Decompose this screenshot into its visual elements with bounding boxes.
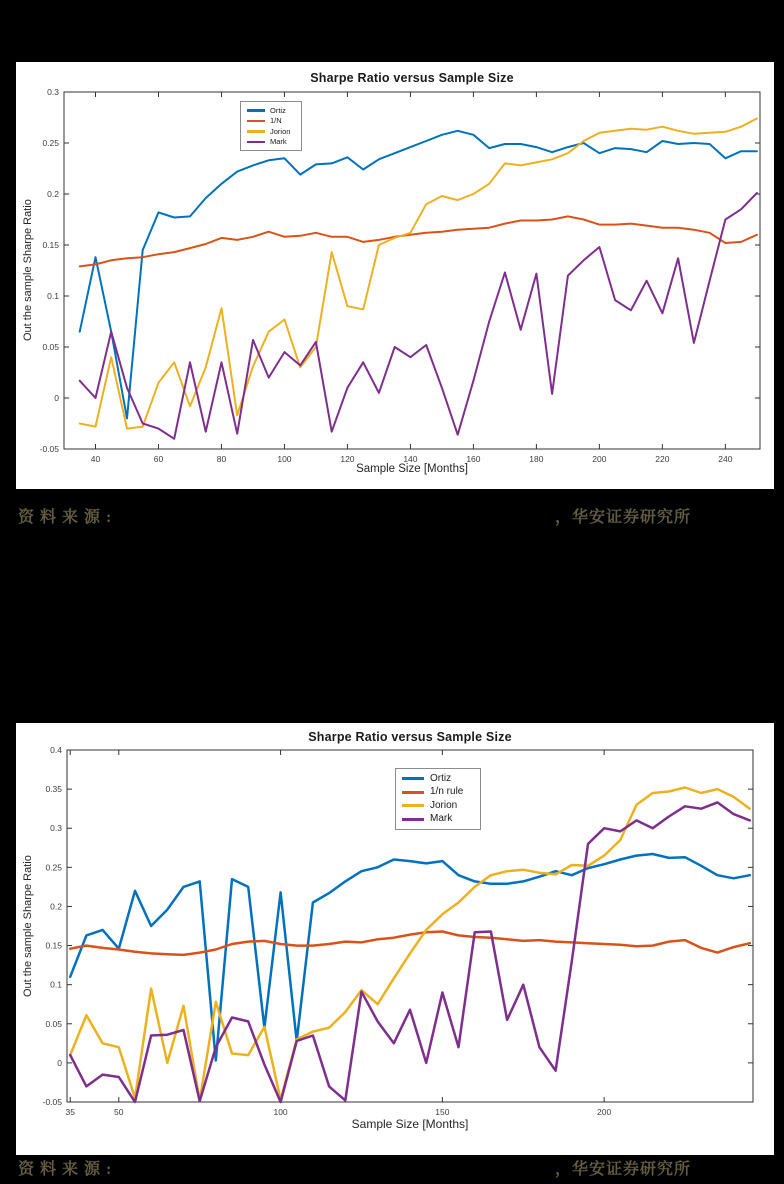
- legend-item-1-n-rule: [402, 786, 473, 800]
- y-tick-label: 0.4: [50, 745, 62, 755]
- series-line-ortiz: [80, 131, 757, 419]
- chart-title: Sharpe Ratio versus Sample Size: [308, 730, 512, 744]
- x-tick-label: 160: [466, 454, 481, 464]
- legend-line-swatch: [402, 818, 424, 821]
- legend-item-jorion: [402, 799, 473, 813]
- y-axis-label: Out the sample Sharpe Ratio: [22, 855, 34, 997]
- x-tick-label: 100: [277, 454, 292, 464]
- top-chart-plot: [16, 62, 774, 489]
- y-tick-label: -0.05: [42, 1097, 62, 1107]
- series-line-jorion: [80, 116, 757, 429]
- source-caption: [0, 1156, 784, 1182]
- series-line-mark: [80, 193, 757, 439]
- x-tick-label: 40: [90, 454, 101, 464]
- source-caption: [0, 504, 784, 530]
- source-caption-prefix: 资料来源:: [18, 509, 118, 526]
- y-tick-label: 0.3: [50, 823, 62, 834]
- y-tick-label: 0: [54, 393, 59, 403]
- x-tick-label: 120: [340, 454, 355, 464]
- legend-line-swatch: [247, 130, 265, 133]
- legend-label: Mark: [270, 137, 287, 146]
- y-tick-label: 0.25: [42, 138, 59, 148]
- series-line-1-n: [80, 216, 757, 266]
- legend-label: 1/N: [270, 116, 282, 125]
- series-line-jorion: [70, 788, 750, 1101]
- x-tick-label: 200: [597, 1107, 612, 1117]
- series-line-ortiz: [70, 854, 750, 1061]
- legend-line-swatch: [247, 109, 265, 112]
- y-tick-label: 0.35: [45, 784, 62, 795]
- legend-line-swatch: [402, 791, 424, 794]
- x-tick-label: 240: [718, 454, 733, 464]
- source-caption-suffix: ，华安证券研究所: [555, 509, 692, 526]
- legend-item-mark: [247, 137, 294, 148]
- x-tick-label: 60: [153, 454, 164, 464]
- x-axis-label: Sample Size [Months]: [351, 1117, 469, 1131]
- source-caption-suffix: ，华安证券研究所: [555, 1161, 692, 1178]
- y-tick-label: 0: [57, 1057, 62, 1068]
- x-tick-label: 80: [216, 454, 227, 464]
- legend-line-swatch: [247, 120, 265, 123]
- legend-label: Jorion: [270, 126, 291, 136]
- legend-item-ortiz: [247, 105, 294, 116]
- x-tick-label: 35: [65, 1107, 75, 1117]
- legend-item-mark: [402, 813, 473, 827]
- bottom-chart-panel: [16, 723, 774, 1155]
- legend-item-ortiz: [402, 772, 473, 786]
- y-tick-label: 0.2: [47, 189, 59, 199]
- x-axis-label: Sample Size [Months]: [356, 463, 468, 475]
- x-tick-label: 50: [114, 1107, 124, 1117]
- x-tick-label: 200: [592, 454, 607, 464]
- legend-label: 1/n rule: [430, 786, 464, 798]
- legend-label: Mark: [430, 813, 453, 825]
- y-tick-label: -0.05: [39, 444, 59, 454]
- legend-label: Jorion: [430, 799, 458, 811]
- chart-title: Sharpe Ratio versus Sample Size: [310, 71, 514, 85]
- legend-label: Ortiz: [430, 772, 452, 784]
- legend-item-1-n: [247, 116, 294, 127]
- legend-line-swatch: [402, 804, 424, 807]
- y-tick-label: 0.2: [50, 901, 62, 912]
- y-axis-label: Out the sample Sharpe Ratio: [22, 199, 34, 342]
- y-tick-label: 0.25: [45, 862, 62, 873]
- bottom-chart-legend: [395, 768, 481, 830]
- y-tick-label: 0.15: [45, 940, 62, 951]
- y-tick-label: 0.05: [42, 342, 59, 352]
- top-chart-panel: [16, 62, 774, 489]
- top-chart-legend: [240, 101, 302, 151]
- legend-line-swatch: [402, 777, 424, 780]
- legend-label: Ortiz: [270, 105, 286, 115]
- y-tick-label: 0.1: [47, 291, 59, 301]
- legend-item-jorion: [247, 126, 294, 137]
- legend-line-swatch: [247, 141, 265, 144]
- y-tick-label: 0.1: [50, 979, 62, 990]
- y-tick-label: 0.05: [45, 1018, 62, 1029]
- x-tick-label: 180: [529, 454, 544, 464]
- x-tick-label: 140: [403, 454, 418, 464]
- source-caption-prefix: 资料来源:: [18, 1161, 118, 1178]
- y-tick-label: 0.3: [47, 87, 59, 97]
- y-tick-label: 0.15: [42, 240, 59, 250]
- x-tick-label: 220: [655, 454, 670, 464]
- x-tick-label: 100: [273, 1107, 288, 1117]
- x-tick-label: 150: [435, 1107, 450, 1117]
